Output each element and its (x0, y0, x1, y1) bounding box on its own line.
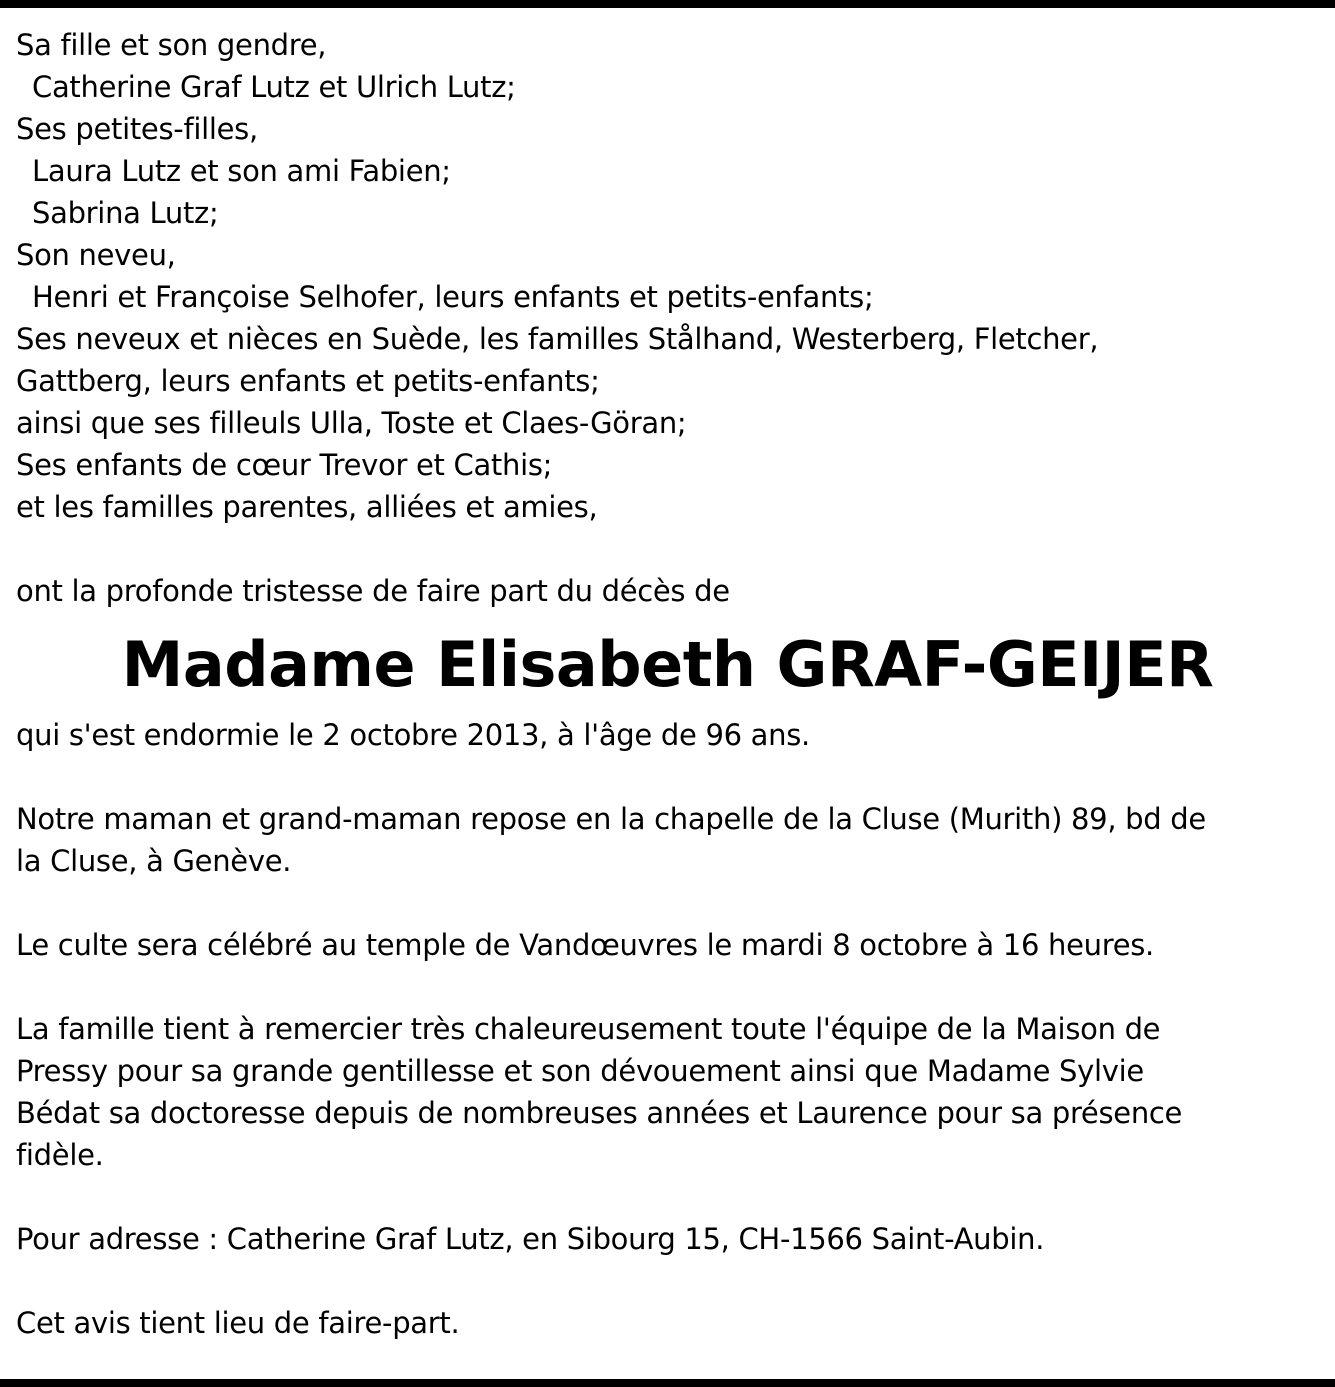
spacer (16, 966, 1316, 1008)
family-line: Henri et Françoise Selhofer, leurs enfants et petits-enfants; (32, 280, 874, 314)
family-line: Laura Lutz et son ami Fabien; (32, 154, 451, 188)
family-list (16, 24, 1316, 528)
family-line: Gattberg, leurs enfants et petits-enfants; (16, 364, 600, 398)
family-line: Sa fille et son gendre, (16, 28, 327, 62)
announcement-line: ont la profonde tristesse de faire part du décès de (16, 574, 730, 608)
family-line: Ses enfants de cœur Trevor et Cathis; (16, 448, 553, 482)
family-line: et les familles parentes, alliées et amies, (16, 490, 598, 524)
top-rule (0, 0, 1335, 8)
closing-line: Cet avis tient lieu de faire-part. (16, 1306, 460, 1340)
rest-paragraph (16, 798, 1316, 882)
spacer (16, 756, 1316, 798)
family-line: Catherine Graf Lutz et Ulrich Lutz; (32, 70, 516, 104)
rest-line: la Cluse, à Genève. (16, 844, 292, 878)
thanks-line: Pressy pour sa grande gentillesse et son dévouement ainsi que Madame Sylvie (16, 1054, 1144, 1088)
deceased-name: Madame Elisabeth GRAF-GEIJER (121, 628, 1214, 701)
family-line: Sabrina Lutz; (32, 196, 219, 230)
thanks-line: La famille tient à remercier très chaleureusement toute l'équipe de la Maison de (16, 1012, 1161, 1046)
spacer (16, 1260, 1316, 1302)
thanks-line: Bédat sa doctoresse depuis de nombreuses années et Laurence pour sa présence (16, 1096, 1183, 1130)
spacer (16, 1176, 1316, 1218)
family-line: Son neveu, (16, 238, 176, 272)
bottom-rule (0, 1379, 1335, 1387)
family-line: Ses neveux et nièces en Suède, les familles Stålhand, Westerberg, Fletcher, (16, 322, 1099, 356)
address-line: Pour adresse : Catherine Graf Lutz, en Sibourg 15, CH-1566 Saint-Aubin. (16, 1222, 1045, 1256)
thanks-paragraph (16, 1008, 1316, 1176)
obituary-notice (16, 24, 1316, 1344)
family-line: Ses petites-filles, (16, 112, 258, 146)
spacer (16, 882, 1316, 924)
death-line: qui s'est endormie le 2 octobre 2013, à l'âge de 96 ans. (16, 718, 810, 752)
family-line: ainsi que ses filleuls Ulla, Toste et Claes-Göran; (16, 406, 687, 440)
service-line: Le culte sera célébré au temple de Vandœuvres le mardi 8 octobre à 16 heures. (16, 928, 1154, 962)
rest-line: Notre maman et grand-maman repose en la chapelle de la Cluse (Murith) 89, bd de (16, 802, 1206, 836)
thanks-line: fidèle. (16, 1138, 104, 1172)
spacer (16, 528, 1316, 570)
